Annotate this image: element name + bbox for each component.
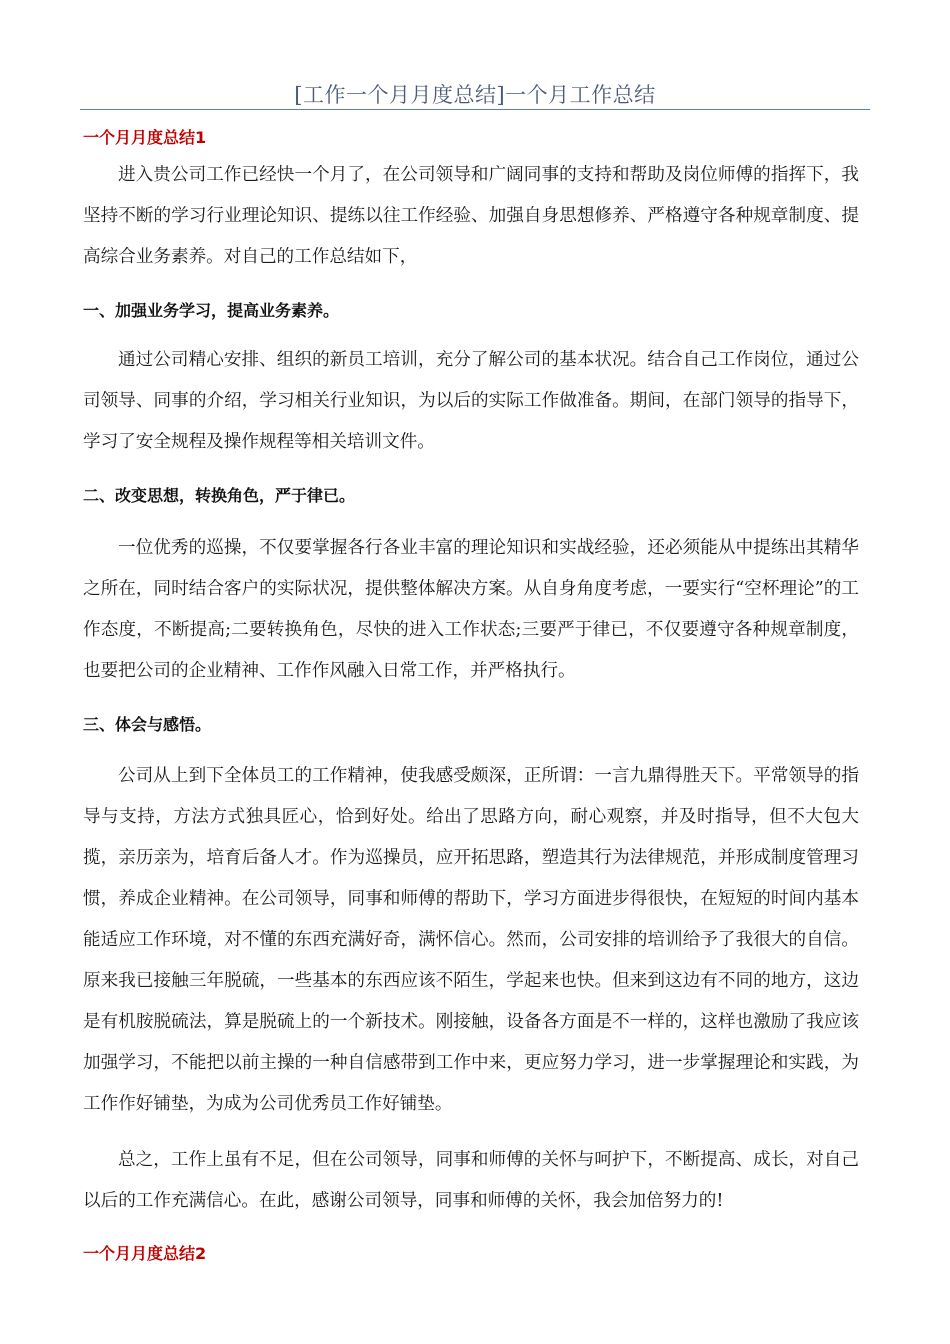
title-divider — [80, 109, 870, 110]
subheading-2: 二、改变思想，转换角色，严于律已。 — [83, 486, 356, 505]
subheading-3: 三、体会与感悟。 — [83, 715, 212, 734]
subsection-1-paragraph: 通过公司精心安排、组织的新员工培训，充分了解公司的基本状况。结合自己工作岗位，通过公司领导、同事的介绍，学习相关行业知识，为以后的实际工作做准备。期间，在部门领导的指导下，学习了安全规程及操作规程等相关培训文件。 — [83, 350, 859, 452]
document-title: [工作一个月月度总结]一个月工作总结 — [294, 83, 656, 107]
intro-paragraph: 进入贵公司工作已经快一个月了，在公司领导和广阔同事的支持和帮助及岗位师傅的指挥下，我坚持不断的学习行业理论知识、提练以往工作经验、加强自身思想修养、严格遵守各种规章制度、提高综合业务素养。对自己的工作总结如下， — [83, 165, 859, 267]
subsection-2-paragraph: 一位优秀的巡操，不仅要掌握各行各业丰富的理论知识和实战经验，还必须能从中提练出其精华之所在，同时结合客户的实际状况，提供整体解决方案。从自身角度考虑，一要实行“空杯理论”的工作态度，不断提高;二要转换角色，尽快的进入工作状态;三要严于律已，不仅要遵守各种规章制度，也要把公司的企业精神、工作作风融入日常工作，并严格执行。 — [83, 538, 859, 681]
section-heading-1: 一个月月度总结1 — [83, 128, 207, 147]
subsection-3-paragraph: 公司从上到下全体员工的工作精神，使我感受颇深，正所谓：一言九鼎得胜天下。平常领导的指导与支持，方法方式独具匠心，恰到好处。给出了思路方向，耐心观察，并及时指导，但不大包大揽，亲历亲为，培育后备人才。作为巡操员，应开拓思路，塑造其行为法律规范，并形成制度管理习惯，养成企业精神。在公司领导，同事和师傅的帮助下，学习方面进步得很快，在短短的时间内基本能适应工作环境，对不懂的东西充满好奇，满怀信心。然而，公司安排的培训给予了我很大的自信。原来我已接触三年脱硫，一些基本的东西应该不陌生，学起来也快。但来到这边有不同的地方，这边是有机胺脱硫法，算是脱硫上的一个新技术。刚接触，设备各方面是不一样的，这样也激励了我应该加强学习，不能把以前主操的一种自信感带到工作中来，更应努力学习，进一步掌握理论和实践，为工作作好铺垫，为成为公司优秀员工作好铺垫。 — [83, 766, 859, 1114]
closing-paragraph: 总之，工作上虽有不足，但在公司领导，同事和师傅的关怀与呵护下，不断提高、成长，对自己以后的工作充满信心。在此，感谢公司领导，同事和师傅的关怀，我会加倍努力的! — [83, 1150, 859, 1211]
section-heading-2: 一个月月度总结2 — [83, 1244, 207, 1263]
subheading-1: 一、加强业务学习，提高业务素养。 — [83, 301, 340, 320]
